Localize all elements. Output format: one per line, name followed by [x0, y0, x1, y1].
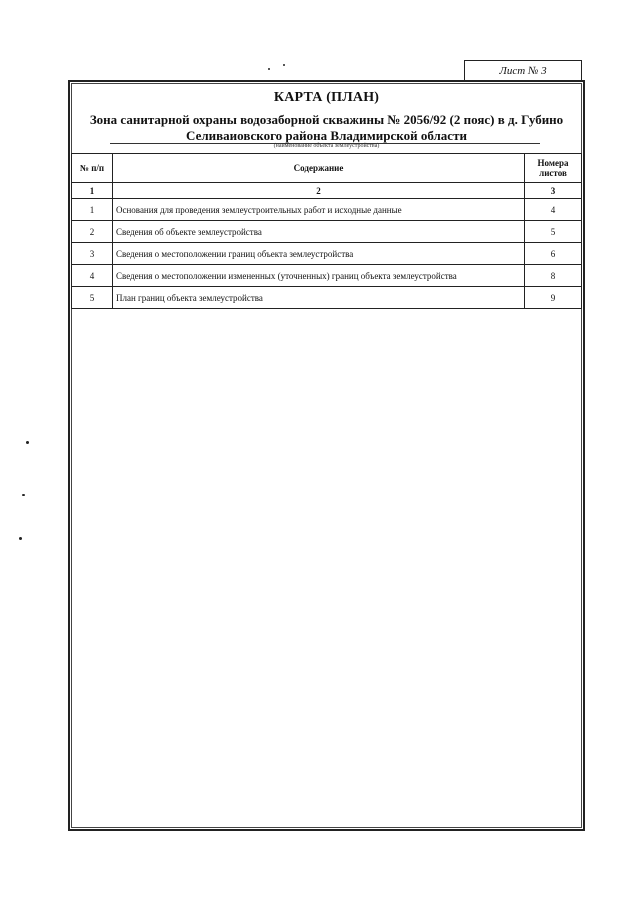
document-subtitle: Зона санитарной охраны водозаборной скважины № 2056/92 (2 пояс) в д. Губино Селиваиовского района Владимирской области: [89, 112, 564, 143]
document-title: КАРТА (ПЛАН): [273, 90, 380, 105]
row-page: 8: [525, 265, 582, 287]
row-content: План границ объекта землеустройства: [113, 287, 525, 309]
scan-speck: [283, 64, 285, 66]
row-number: 3: [72, 243, 113, 265]
row-content: Сведения об объекте землеустройства: [113, 221, 525, 243]
row-page: 6: [525, 243, 582, 265]
scan-speck: [22, 494, 25, 496]
table-row: [72, 199, 582, 221]
row-number: 5: [72, 287, 113, 309]
row-number: 1: [72, 199, 113, 221]
table-row: [72, 287, 582, 309]
object-name-caption: (наименование объекта землеустройства): [273, 143, 380, 149]
scan-speck: [26, 441, 29, 444]
column-number: 2: [113, 183, 525, 199]
column-number: 1: [72, 183, 113, 199]
column-number-row: [72, 183, 582, 199]
sheet-number-label: Лист № 3: [464, 60, 582, 81]
row-page: 5: [525, 221, 582, 243]
header-content: Содержание: [113, 154, 525, 183]
table-row: [72, 265, 582, 287]
row-content: Сведения о местоположении измененных (уточненных) границ объекта землеустройства: [113, 265, 525, 287]
scan-speck: [268, 68, 270, 70]
header-pages: Номера листов: [525, 154, 582, 183]
row-content: Основания для проведения землеустроительных работ и исходные данные: [113, 199, 525, 221]
contents-table: [71, 153, 582, 309]
row-page: 9: [525, 287, 582, 309]
table-row: [72, 243, 582, 265]
scan-speck: [19, 537, 22, 540]
contents-table-header-row: [72, 154, 582, 183]
row-page: 4: [525, 199, 582, 221]
row-number: 2: [72, 221, 113, 243]
column-number: 3: [525, 183, 582, 199]
header-number: № п/п: [72, 154, 113, 183]
row-content: Сведения о местоположении границ объекта землеустройства: [113, 243, 525, 265]
row-number: 4: [72, 265, 113, 287]
table-row: [72, 221, 582, 243]
